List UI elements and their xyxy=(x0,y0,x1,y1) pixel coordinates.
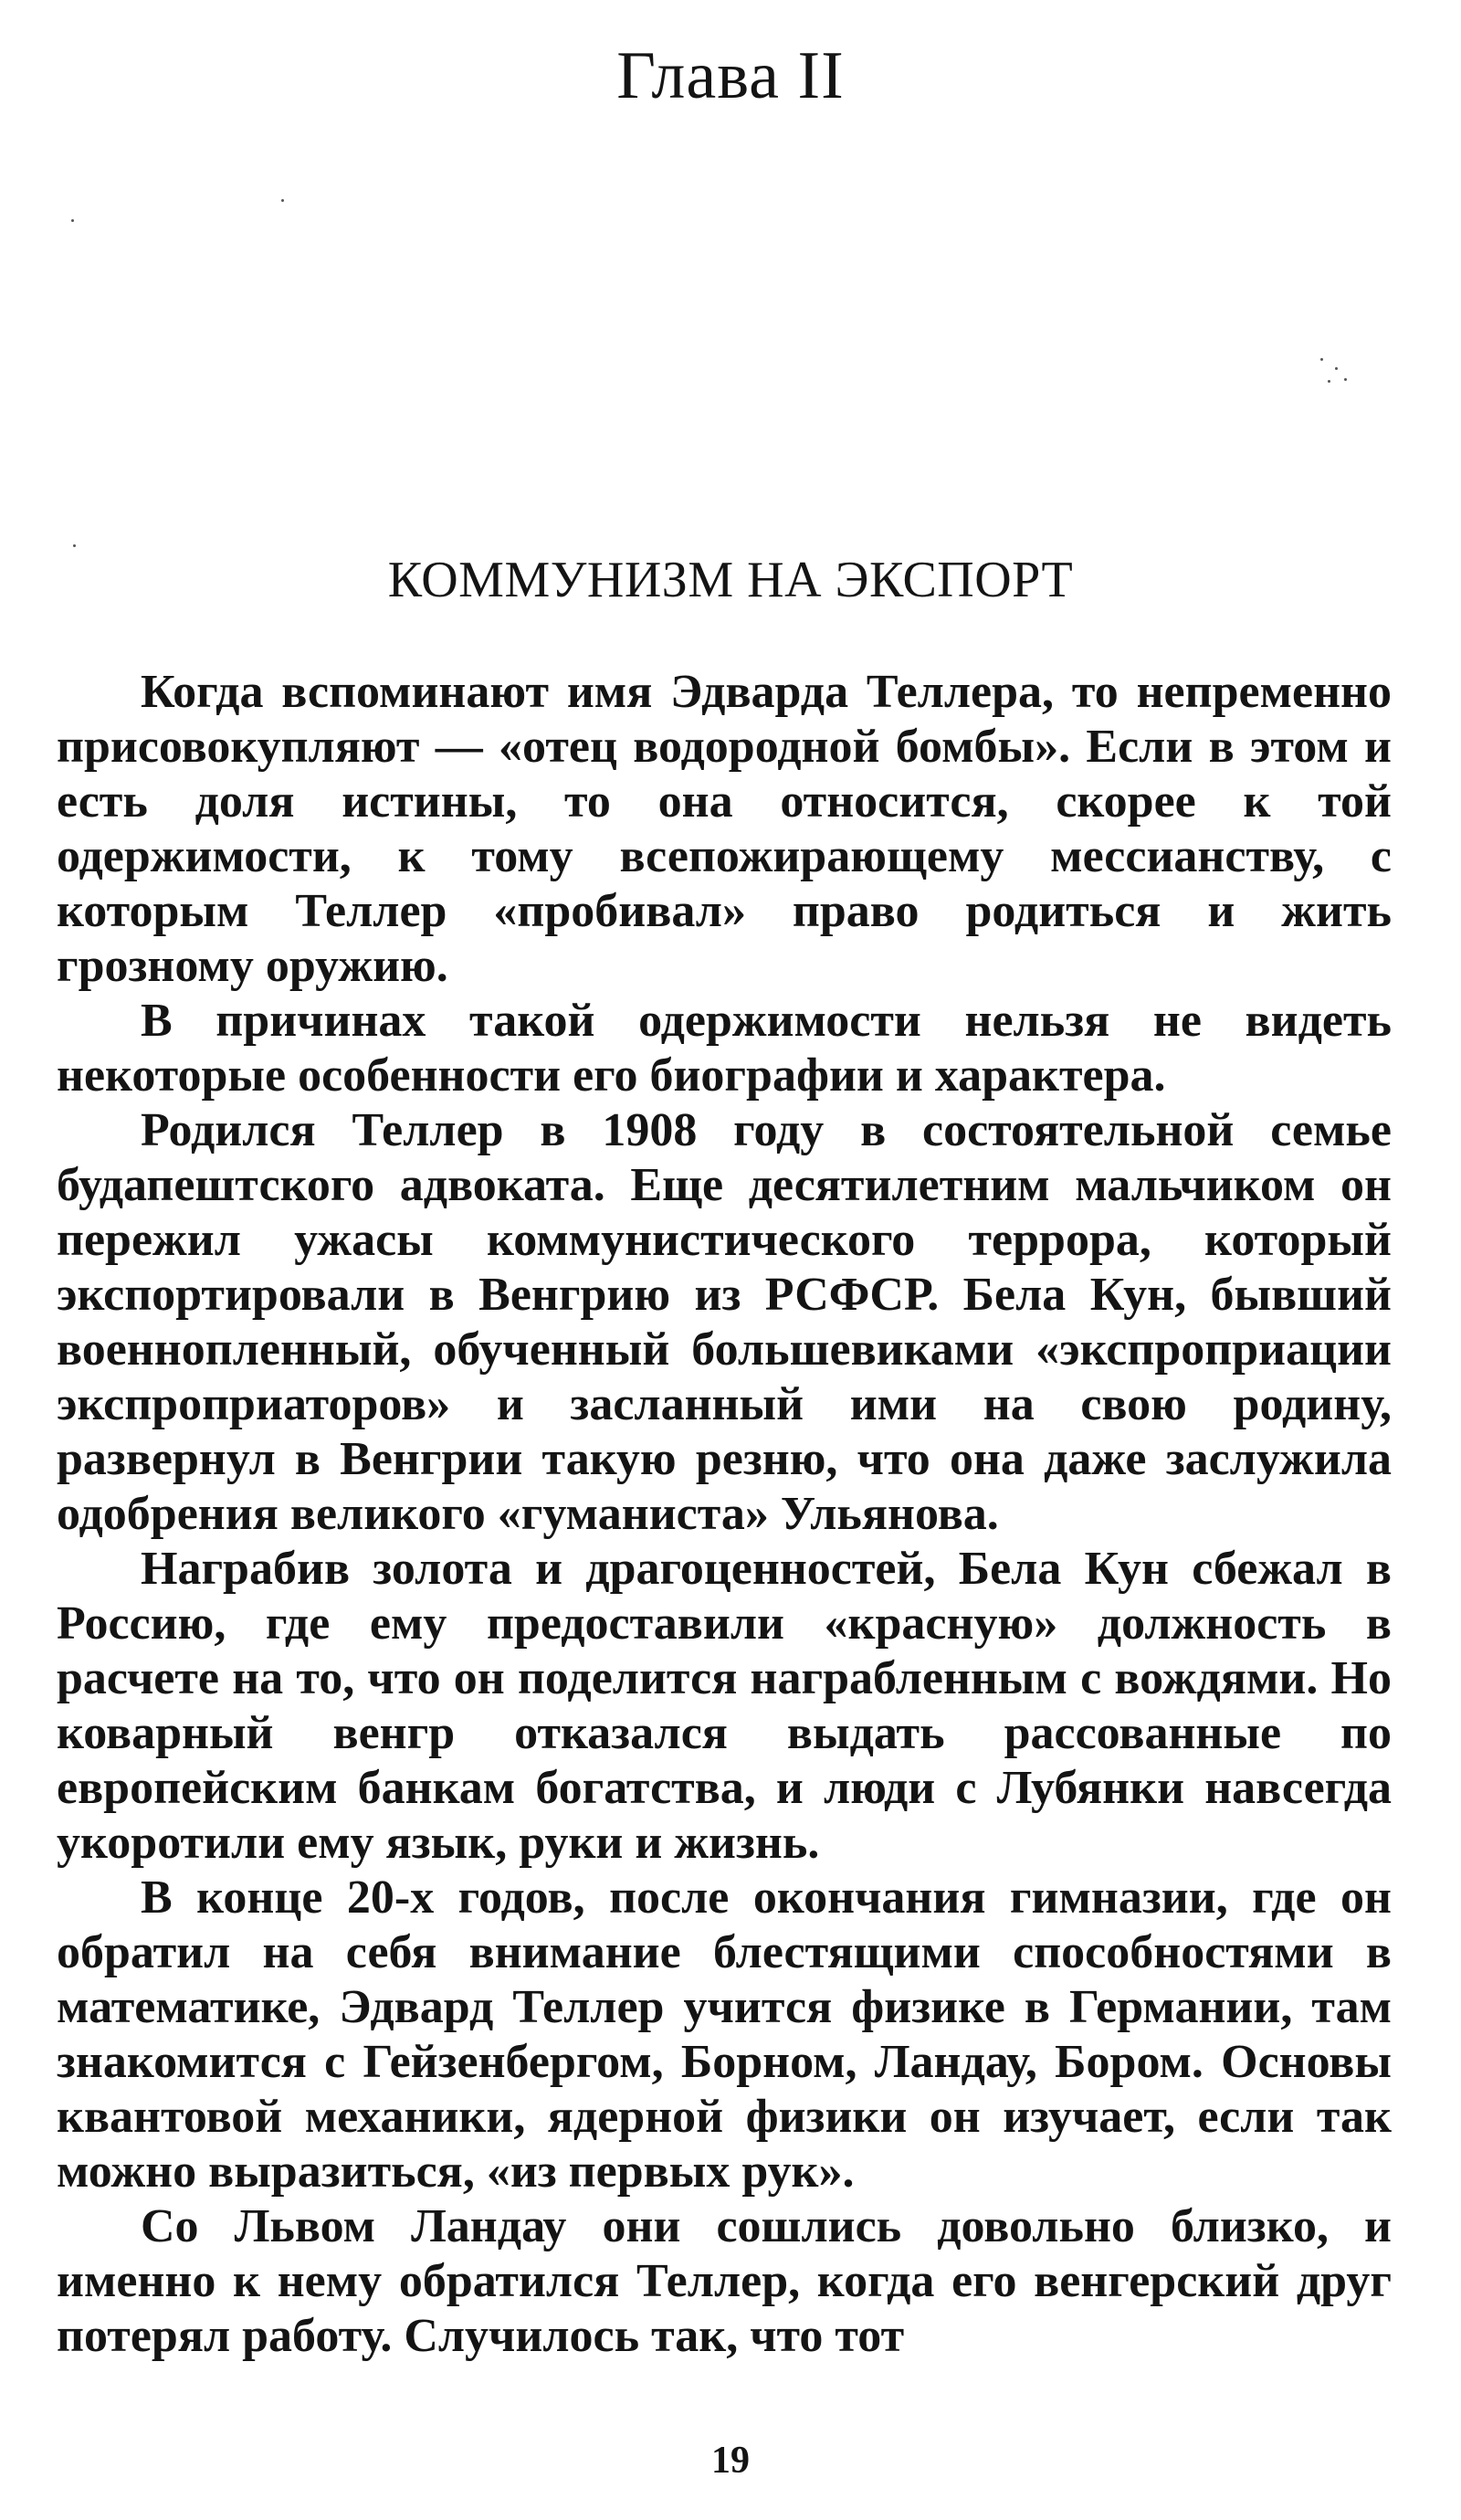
paragraph: Награбив золота и драгоценностей, Бела Кун сбежал в Россию, где ему предоставили «красную» должность в расчете на то, что он поделится награбленным с вождями. Но коварный венгр отказался выдать рассованные по европейским банкам богатства, и люди с Лубянки навсегда укоротили ему язык, руки и жизнь. xyxy=(57,1543,1392,1869)
print-speck xyxy=(1328,380,1330,383)
print-speck xyxy=(73,544,76,547)
body-text xyxy=(57,665,1392,2364)
paragraph: В конце 20-х годов, после окончания гимназии, где он обратил на себя внимание блестящими способностями в математике, Эдвард Теллер учится физике в Германии, там знакомится с Гейзенбергом, Борном, Ландау, Бором. Основы квантовой механики, ядерной физики он изучает, если так можно выразиться, «из первых рук». xyxy=(57,1872,1392,2198)
print-speck xyxy=(281,199,284,202)
print-speck xyxy=(1344,378,1347,381)
page-number: 19 xyxy=(711,2440,750,2482)
chapter-heading: Глава II xyxy=(616,38,845,113)
paragraph: Родился Теллер в 1908 году в состоятельной семье будапештского адвоката. Еще десятилетним мальчиком он пережил ужасы коммунистического террора, который экспортировали в Венгрию из РСФСР. Бела Кун, бывший военнопленный, обученный большевиками «экспроприации экспроприаторов» и засланный ими на свою родину, развернул в Венгрии такую резню, что она даже заслужила одобрения великого «гуманиста» Ульянова. xyxy=(57,1104,1392,1540)
paragraph: Со Львом Ландау они сошлись довольно близко, и именно к нему обратился Теллер, когда его венгерский друг потерял работу. Случилось так, что тот xyxy=(57,2200,1392,2362)
print-speck xyxy=(1335,367,1338,370)
print-speck xyxy=(1320,358,1323,361)
paragraph: Когда вспоминают имя Эдварда Теллера, то непременно присовокупляют — «отец водородной бомбы». Если в этом и есть доля истины, то она относится, скорее к той одержимости, к тому всепожирающему мессианству, с которым Теллер «пробивал» право родиться и жить грозному оружию. xyxy=(57,666,1392,992)
paragraph: В причинах такой одержимости нельзя не видеть некоторые особенности его биографии и характера. xyxy=(57,995,1392,1102)
print-speck xyxy=(71,219,74,222)
section-title: КОММУНИЗМ НА ЭКСПОРТ xyxy=(387,552,1074,608)
